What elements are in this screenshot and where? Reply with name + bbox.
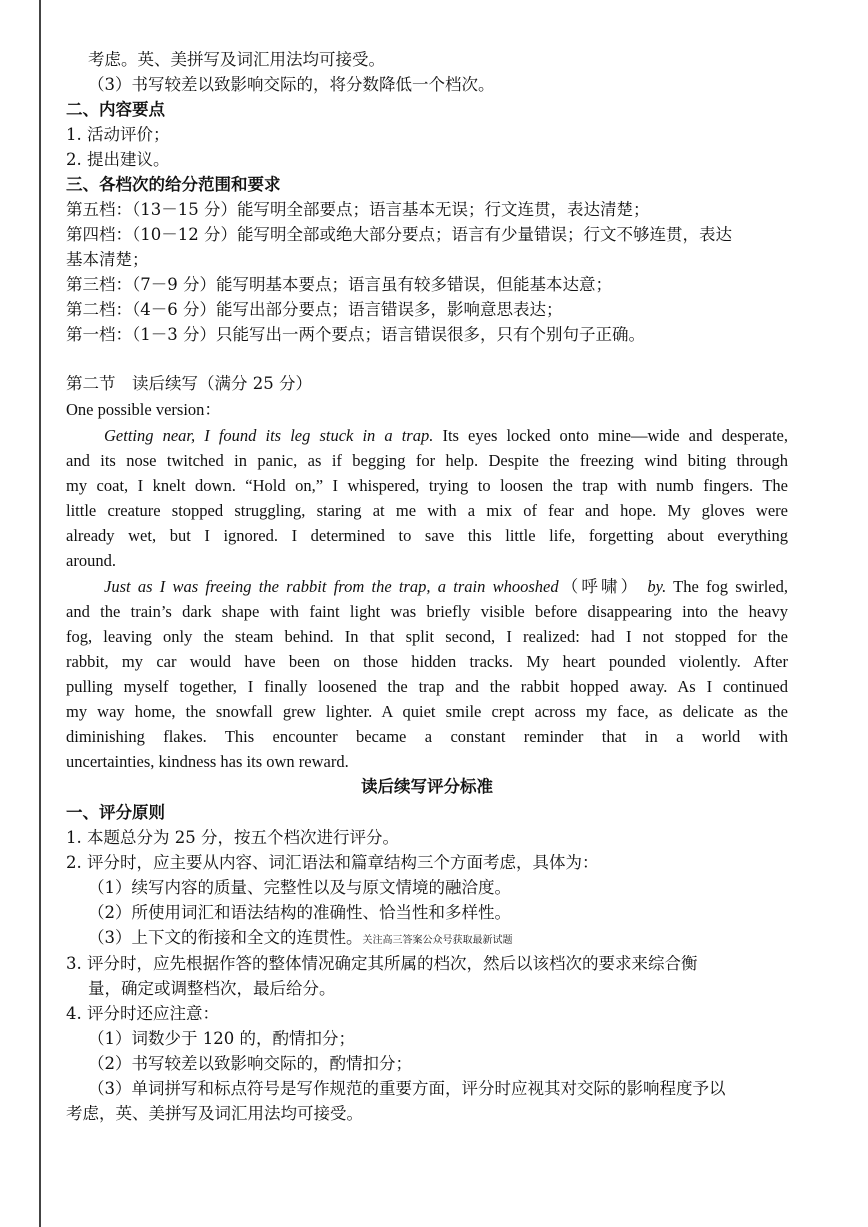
given-opening: Getting near, I found its leg stuck in a trap.: [104, 426, 434, 445]
essay-line: pulling myself together, I finally loosened the trap and the rabbit hopped away. As I continued: [66, 677, 788, 696]
rule-line: 4. 评分时还应注意：: [66, 1004, 219, 1023]
rule-line: （3）上下文的衔接和全文的连贯性。关注高三答案公众号获取最新试题: [88, 928, 513, 947]
scoring-title: 读后续写评分标准: [361, 777, 493, 796]
essay-line: my way home, the snowfall grew lighter. A quiet smile crept across my face, as delicate as the: [66, 702, 788, 721]
page-margin-line: [39, 0, 41, 1227]
essay-line: rabbit, my car would have been on those hidden tracks. My heart pounded violently. After: [66, 652, 788, 671]
rule-line: （2）书写较差以致影响交际的，酌情扣分；: [88, 1054, 412, 1073]
given-opening: Just as I was freeing the rabbit from the trap, a train whooshed（呼啸） by.: [104, 577, 667, 596]
tier-line: 第四档：（10－12 分）能写明全部或绝大部分要点；语言有少量错误；行文不够连贯，表达: [66, 225, 732, 244]
tier-line: 第三档：（7－9 分）能写明基本要点；语言虽有较多错误，但能基本达意；: [66, 275, 612, 294]
text-line: 考虑。英、美拼写及词汇用法均可接受。: [88, 50, 385, 69]
essay-line: diminishing flakes. This encounter became a constant reminder that in a world with: [66, 727, 788, 746]
tier-line: 第五档：（13－15 分）能写明全部要点；语言基本无误；行文连贯，表达清楚；: [66, 200, 650, 219]
section-title: 第二节 读后续写（满分 25 分）: [66, 374, 312, 393]
tier-line: 第一档：（1－3 分）只能写出一两个要点；语言错误很多，只有个别句子正确。: [66, 325, 645, 344]
essay-line: fog, leaving only the steam behind. In that split second, I realized: had I not stopped for the: [66, 627, 788, 646]
rule-line: 量，确定或调整档次，最后给分。: [88, 979, 336, 998]
essay-line: little creature stopped struggling, staring at me with a mix of fear and hope. My gloves were: [66, 501, 788, 520]
text-line: （3）书写较差以致影响交际的，将分数降低一个档次。: [88, 75, 495, 94]
essay-line: already wet, but I ignored. I determined to save this little life, forgetting about everything: [66, 526, 788, 545]
section-heading: 三、各档次的给分范围和要求: [66, 175, 281, 194]
rule-line: 考虑，英、美拼写及词汇用法均可接受。: [66, 1104, 363, 1123]
section-heading: 二、内容要点: [66, 100, 165, 119]
essay-line: around.: [66, 551, 116, 570]
tier-line: 基本清楚；: [66, 250, 149, 269]
rule-line: （2）所使用词汇和语法结构的准确性、恰当性和多样性。: [88, 903, 511, 922]
rule-line: 1. 本题总分为 25 分，按五个档次进行评分。: [66, 828, 399, 847]
essay-line: my coat, I knelt down. “Hold on,” I whispered, trying to loosen the trap with numb fingers. The: [66, 476, 788, 495]
list-item: 1. 活动评价；: [66, 125, 170, 144]
rule-line: （1）续写内容的质量、完整性以及与原文情境的融洽度。: [88, 878, 511, 897]
section-heading: 一、评分原则: [66, 803, 165, 822]
rule-line: 2. 评分时，应主要从内容、词汇语法和篇章结构三个方面考虑，具体为：: [66, 853, 599, 872]
list-item: 2. 提出建议。: [66, 150, 170, 169]
essay-line: and the train’s dark shape with faint light was briefly visible before disappearing into the heavy: [66, 602, 788, 621]
essay-line: uncertainties, kindness has its own reward.: [66, 752, 349, 771]
essay-line: Getting near, I found its leg stuck in a trap. Its eyes locked onto mine—wide and desperate,: [104, 426, 788, 445]
rule-line: （3）单词拼写和标点符号是写作规范的重要方面，评分时应视其对交际的影响程度予以: [88, 1079, 726, 1098]
rule-line: （1）词数少于 120 的，酌情扣分；: [88, 1029, 355, 1048]
watermark-text: 关注高三答案公众号获取最新试题: [362, 935, 513, 946]
essay-line: and its nose twitched in panic, as if begging for help. Despite the freezing wind biting through: [66, 451, 788, 470]
tier-line: 第二档：（4－6 分）能写出部分要点；语言错误多，影响意思表达；: [66, 300, 563, 319]
essay-line: Just as I was freeing the rabbit from the trap, a train whooshed（呼啸） by. The fog swirled,: [104, 577, 788, 596]
rule-line: 3. 评分时，应先根据作答的整体情况确定其所属的档次，然后以该档次的要求来综合衡: [66, 954, 698, 973]
version-label: One possible version：: [66, 400, 221, 419]
